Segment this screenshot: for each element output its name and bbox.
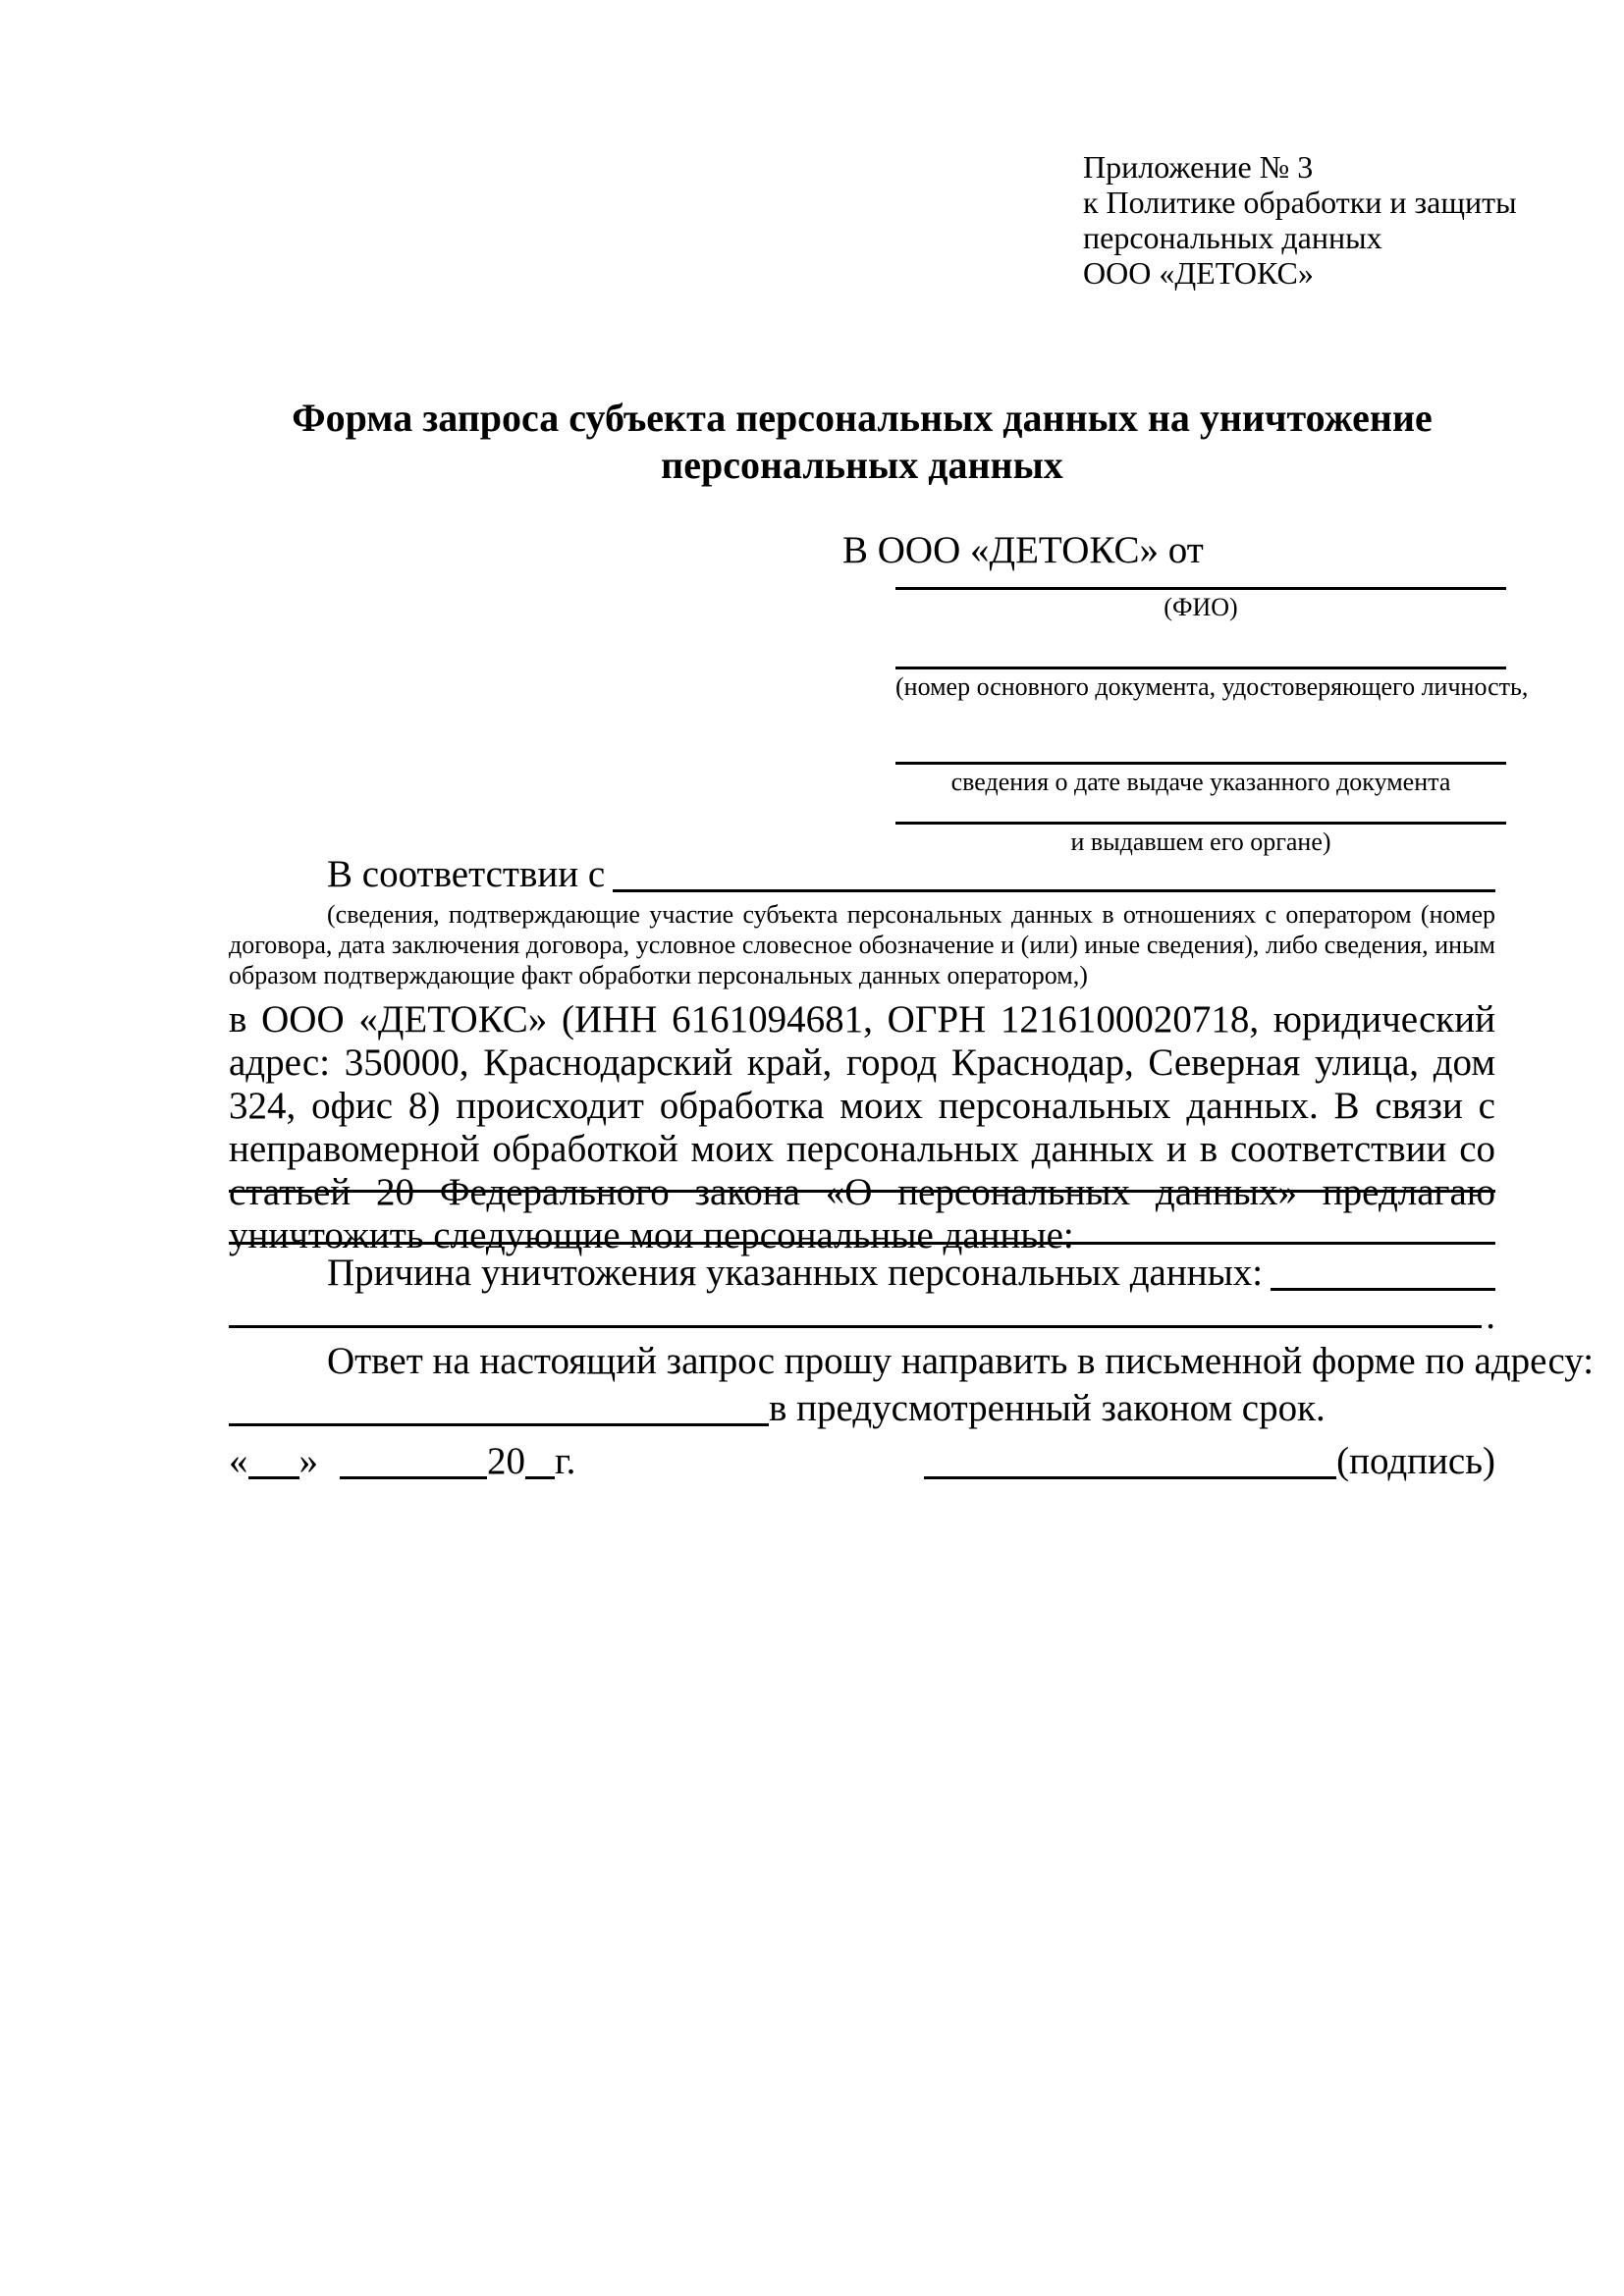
appendix-header	[1083, 149, 1517, 291]
accordance-prefix: В соответствии с	[327, 853, 606, 895]
appendix-header-line: к Политике обработки и защиты	[1083, 185, 1517, 220]
fio-label: (ФИО)	[1164, 593, 1238, 621]
signature-row	[229, 1437, 1495, 1484]
reason-continuation-input-line[interactable]	[229, 1286, 1482, 1328]
recipient-to-line: В ООО «ДЕТОКС» от	[842, 529, 1204, 571]
document-title: Форма запроса субъекта персональных данных на уничтожение персональных данных	[292, 396, 1433, 487]
fio-input-line[interactable]	[895, 587, 1506, 590]
accordance-footnote: (сведения, подтверждающие участие субъекта персональных данных в отношениях с оператором (номер договора, дата заключения договора, условное словесное обозначение и (или) иные сведения), либо сведения, иным образом подтверждающие факт обработки персональных данных оператором,)	[229, 900, 1495, 989]
date-day-input-line[interactable]	[248, 1437, 299, 1479]
reason-continuation-row	[229, 1295, 1495, 1337]
fill-in-section	[229, 1164, 1595, 1431]
issuing-authority-input-line[interactable]	[895, 822, 1506, 825]
recipient-block	[842, 528, 1529, 858]
personal-data-input-line-2[interactable]	[229, 1193, 1495, 1245]
personal-data-input-line-1[interactable]	[229, 1164, 1495, 1193]
signature-label: (подпись)	[1336, 1440, 1495, 1482]
document-issue-date-label: сведения о дате выдаче указанного документа	[950, 768, 1451, 796]
reason-terminator: .	[1486, 1295, 1495, 1337]
accordance-row	[229, 850, 1495, 897]
document-number-label: (номер основного документа, удостоверяющего личность,	[895, 672, 1529, 701]
date-month-input-line[interactable]	[340, 1437, 487, 1479]
accordance-input-line[interactable]	[613, 850, 1495, 892]
appendix-header-line: Приложение № 3	[1083, 149, 1314, 185]
address-input-line[interactable]	[229, 1384, 769, 1426]
reason-prefix: Причина уничтожения указанных персональных данных:	[327, 1252, 1264, 1294]
date-group	[229, 1437, 575, 1484]
reason-input-line[interactable]	[1271, 1249, 1495, 1291]
signature-group	[924, 1437, 1495, 1484]
appendix-header-line: ООО «ДЕТОКС»	[1083, 255, 1314, 291]
signature-input-line[interactable]	[924, 1437, 1336, 1479]
date-quote-open: «	[229, 1440, 248, 1482]
document-number-input-line[interactable]	[895, 667, 1506, 669]
appendix-header-line: персональных данных	[1083, 220, 1382, 255]
date-year-suffix: г.	[555, 1440, 576, 1482]
date-year-input-line[interactable]	[525, 1437, 555, 1479]
main-paragraph: в ООО «ДЕТОКС» (ИНН 6161094681, ОГРН 1216100020718, юридический адрес: 350000, Краснодарский край, город Краснодар, Северная улица, дом 324, офис 8) происходит обработка моих персональных данных. В связи с неправомерной обработкой моих персональных данных и в соответствии со статьей 20 Федерального закона «О персональных данных» предлагаю уничтожить следующие мои персональные данные:	[229, 998, 1495, 1256]
response-suffix: в предусмотренный законом срок.	[769, 1387, 1326, 1429]
response-address-row	[229, 1384, 1495, 1431]
document-issue-date-input-line[interactable]	[895, 762, 1506, 765]
response-request-line: Ответ на настоящий запрос прошу направить в письменной форме по адресу:	[327, 1340, 1595, 1382]
date-year-prefix: 20	[487, 1440, 525, 1482]
date-quote-close: »	[298, 1440, 318, 1482]
issuing-authority-label: и выдавшем его органе)	[1070, 828, 1331, 856]
